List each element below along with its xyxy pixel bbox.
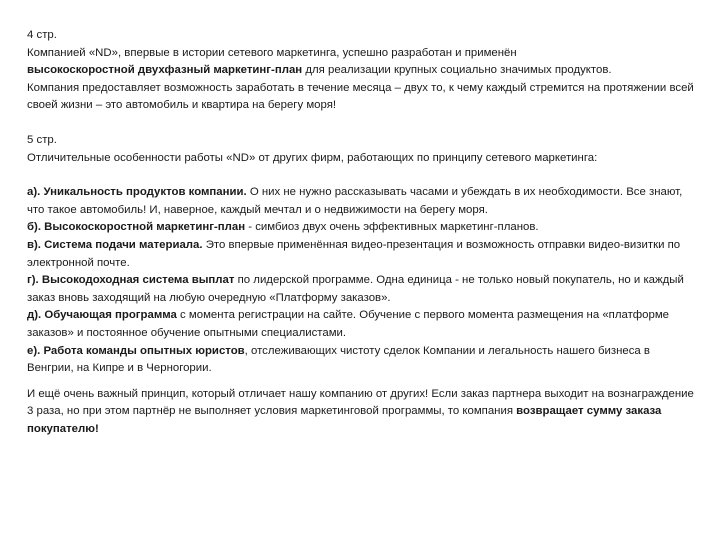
feature-item-g — [27, 272, 697, 307]
page-4-paragraph-1 — [27, 45, 697, 80]
paragraph-text: Компанией «ND», впервые в истории сетевого маркетинга, успешно разработан и применён — [27, 46, 517, 59]
feature-heading: а). Уникальность продуктов компании. — [27, 186, 247, 199]
feature-heading: е). Работа команды опытных юристов — [27, 344, 245, 357]
feature-item-d — [27, 307, 697, 342]
document-page — [27, 27, 697, 438]
feature-heading: д). Обучающая программа — [27, 309, 177, 322]
feature-item-a — [27, 184, 697, 219]
page-4-paragraph-2: Компания предоставляет возможность заработать в течение месяца – двух то, к чему каждый стремится на протяжении всей своей жизни – это автомобиль и квартира на берегу моря! — [27, 81, 694, 112]
feature-item-b — [27, 219, 697, 237]
feature-text: О них не нужно рассказывать часами и убеждать в их необходимости. Все знают, что такое автомобиль! И, наверное, каждый мечтал и о недвижимости на берегу моря. — [27, 186, 683, 216]
feature-text: Это впервые применённая видео-презентация и возможность отправки видео-визитки по электронной почте. — [27, 238, 681, 269]
feature-heading: б). Высокоскоростной маркетинг-план — [27, 221, 246, 234]
page-4-title: 4 стр. — [27, 29, 57, 41]
paragraph-text: для реализации крупных социально значимых продуктов. — [302, 64, 612, 77]
closing-text: И ещё очень важный принцип, который отличает нашу компанию от других! Если заказ партнера выходит на вознаграждение 3 раза, но при этом партнёр не выполняет условия маркетинговой программы, то компания — [27, 387, 694, 418]
closing-paragraph — [27, 386, 697, 439]
feature-heading: г). Высокодоходная система выплат — [27, 274, 235, 287]
feature-item-e — [27, 343, 697, 378]
feature-heading: в). Система подачи материала. — [27, 238, 203, 251]
feature-text: , отслеживающих чистоту сделок Компании и легальность нашего бизнеса в Венгрии, на Кипре и в Черногории. — [27, 344, 650, 375]
feature-text: по лидерской программе. Одна единица - не только новый покупатель, но и каждый заказ вновь заходящий на любую очередную «Платформу заказов». — [27, 274, 684, 304]
page-5-intro: Отличительные особенности работы «ND» от других фирм, работающих по принципу сетевого маркетинга: — [27, 151, 598, 164]
feature-item-v — [27, 237, 697, 272]
marketing-plan-emphasis: высокоскоростной двухфазный маркетинг-план — [27, 64, 303, 77]
feature-text: с момента регистрации на сайте. Обучение с первого момента размещения на «платформе заказов» и постоянное обучение опытными специалистами. — [27, 309, 669, 339]
page-5-title: 5 стр. — [27, 133, 57, 146]
feature-text: - симбиоз двух очень эффективных маркетинг-планов. — [245, 221, 539, 234]
closing-emphasis: возвращает сумму заказа покупателю! — [27, 405, 662, 435]
